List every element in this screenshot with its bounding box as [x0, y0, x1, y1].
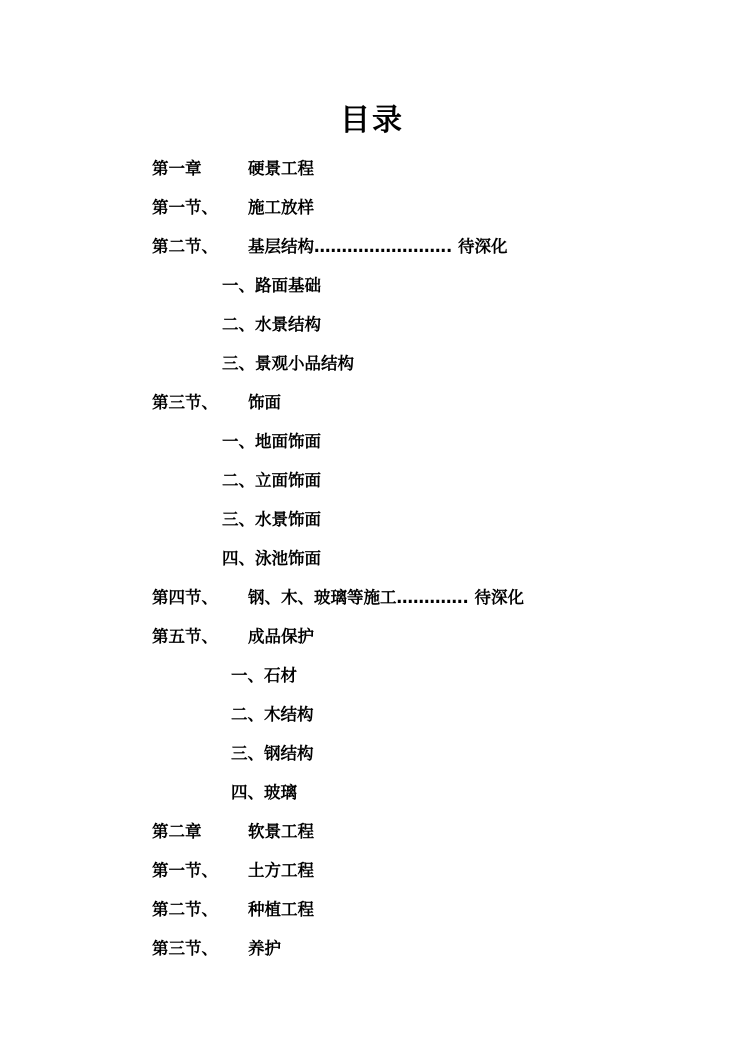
toc-subentry-text: 三、水景饰面 [222, 510, 321, 529]
toc-subentry-text: 三、钢结构 [231, 744, 314, 763]
toc-subentry-text: 一、石材 [231, 666, 297, 685]
toc-subentry-text: 二、立面饰面 [222, 471, 321, 490]
toc-subentry-text: 四、泳池饰面 [222, 549, 321, 568]
toc-chapter-label: 第一章 [152, 159, 202, 178]
toc-entry-text: 成品保护 [248, 627, 314, 646]
toc-entry-text: 软景工程 [248, 822, 314, 841]
toc-entry-text: 施工放样 [248, 198, 314, 217]
toc-entry-text: 饰面 [248, 393, 281, 412]
toc-chapter-label: 第二章 [152, 822, 202, 841]
toc-section-label: 第三节、 [152, 939, 218, 958]
toc-subentry-text: 三、景观小品结构 [222, 354, 354, 373]
toc-section-label: 第三节、 [152, 393, 218, 412]
toc-entry-text: 钢、木、玻璃等施工…………. 待深化 [248, 588, 525, 607]
toc-entry-text: 土方工程 [248, 861, 314, 880]
toc-subentry-text: 四、玻璃 [231, 783, 297, 802]
toc-entry-text: 种植工程 [248, 900, 314, 919]
toc-section-label: 第二节、 [152, 237, 218, 256]
toc-subentry-text: 二、水景结构 [222, 315, 321, 334]
toc-entry-text: 养护 [248, 939, 281, 958]
toc-section-label: 第五节、 [152, 627, 218, 646]
toc-subentry-text: 一、路面基础 [222, 276, 321, 295]
toc-section-label: 第一节、 [152, 198, 218, 217]
toc-section-label: 第一节、 [152, 861, 218, 880]
toc-subentry-text: 二、木结构 [231, 705, 314, 724]
page-title: 目录 [340, 103, 404, 138]
toc-subentry-text: 一、地面饰面 [222, 432, 321, 451]
toc-entry-text: 硬景工程 [248, 159, 314, 178]
toc-section-label: 第四节、 [152, 588, 218, 607]
toc-section-label: 第二节、 [152, 900, 218, 919]
toc-entry-text: 基层结构……………………. 待深化 [248, 237, 508, 256]
